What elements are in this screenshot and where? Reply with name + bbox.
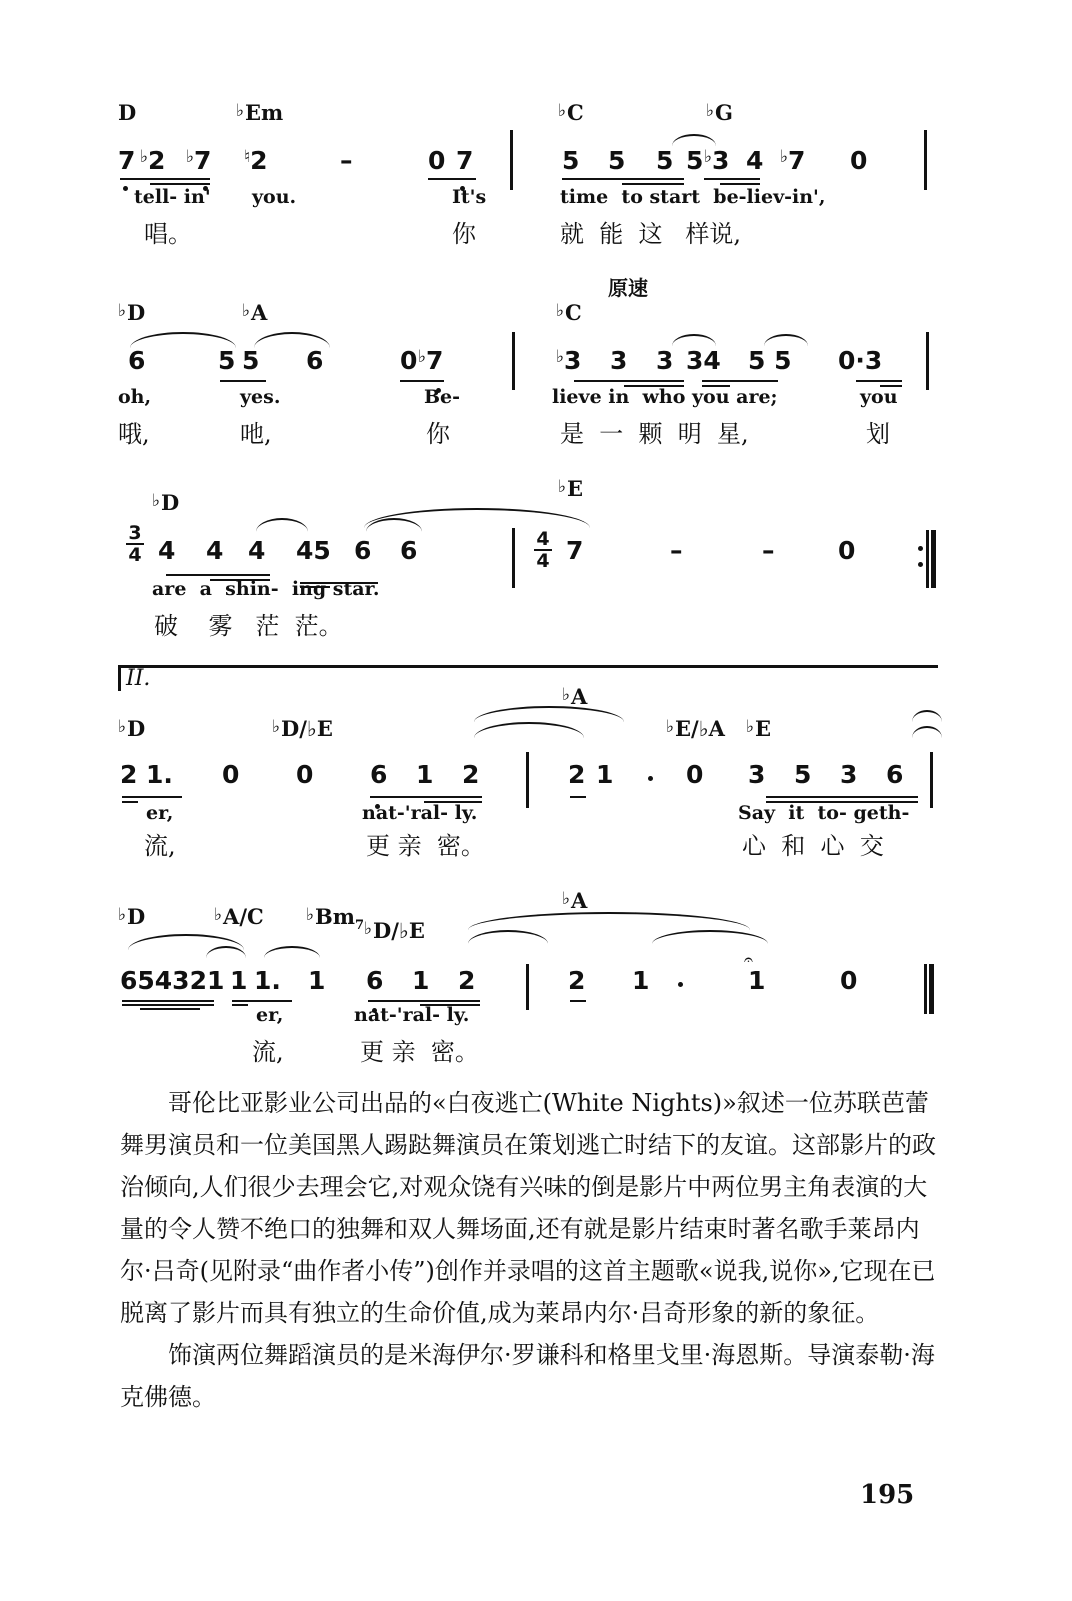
note: 34 (686, 346, 721, 375)
note: 6 (128, 346, 146, 375)
note: 1. (254, 966, 281, 995)
note: 1 (308, 966, 326, 995)
chord-ab-over-c: ♭A/C (214, 904, 264, 929)
note: 2 (462, 760, 480, 789)
note: 0 (296, 760, 314, 789)
note: 5 (656, 146, 674, 175)
lyric-zh: 破 雾 茫 茫。 (154, 612, 343, 640)
note: 3 (610, 346, 628, 375)
note: 2 (568, 966, 586, 995)
tempo-mark: 原速 (608, 276, 648, 300)
lyric-en: lieve in who you are; (552, 386, 778, 408)
chord-eb-minor: ♭Em (236, 100, 284, 125)
note: 5 (562, 146, 580, 175)
note: 2 (120, 760, 138, 789)
chord-db: ♭D (118, 904, 146, 929)
chord-gb: ♭G (706, 100, 733, 125)
chord-eb-over-ab: ♭E/♭A (666, 716, 725, 741)
note: 3 (656, 346, 674, 375)
note: 5 (608, 146, 626, 175)
chord-d: D (118, 100, 137, 125)
note: 45 (296, 536, 331, 565)
note: 6 (354, 536, 372, 565)
lyric-zh: 更 亲 密。 (366, 832, 485, 860)
chord-db: ♭D (152, 490, 180, 515)
note: ♭2 (140, 146, 166, 175)
dash: – (340, 146, 353, 175)
lyric-en: er, (256, 1004, 284, 1026)
note: ♭3 (704, 146, 730, 175)
chord-ab: ♭A (562, 888, 588, 913)
note: 0 (222, 760, 240, 789)
fermata-icon: 𝄐 (744, 950, 753, 969)
note: 1 (632, 966, 650, 995)
note: 3 (748, 760, 766, 789)
lyric-en: yes. (240, 386, 281, 408)
chord-eb: ♭E (746, 716, 772, 741)
note: 6 (306, 346, 324, 375)
note: 5 5 (748, 346, 792, 375)
note: 5 (218, 346, 236, 375)
dash: – (762, 536, 775, 565)
note: ♭7 (186, 146, 212, 175)
note: 654321 (120, 966, 225, 995)
chord-eb: ♭E (558, 476, 584, 501)
note: 4 (206, 536, 224, 565)
note: 1 (596, 760, 614, 789)
lyric-zh: 吔, (240, 420, 272, 448)
note: 3 (840, 760, 858, 789)
lyric-en: It's (452, 186, 487, 208)
note: 1 (748, 966, 766, 995)
note: ♭7 (780, 146, 806, 175)
lyric-en: nat-'ral- ly. (362, 802, 478, 824)
lyric-zh: 哦, (118, 420, 150, 448)
lyric-zh: 划 (866, 420, 890, 448)
note: 4 (158, 536, 176, 565)
lyric-en: you. (252, 186, 297, 208)
lyric-en: Be- (424, 386, 461, 408)
note: 1. (146, 760, 173, 789)
note: 7 (456, 146, 474, 175)
note: 7 (566, 536, 584, 565)
chord-ab: ♭A (242, 300, 268, 325)
lyric-zh: 流, (252, 1038, 284, 1066)
note: 0 (838, 536, 856, 565)
note: 0 (840, 966, 858, 995)
note: 1 (416, 760, 434, 789)
time-signature-4-4: 4 4 (534, 530, 552, 570)
note: 4 (746, 146, 764, 175)
note: 1 (412, 966, 430, 995)
chord-cb: ♭C (558, 100, 584, 125)
note: 0 (686, 760, 704, 789)
chord-db-over-eb: ♭D/♭E (364, 918, 425, 943)
note: ♮2 (244, 146, 268, 175)
lyric-en: tell- in' (134, 186, 211, 208)
note: 6 (886, 760, 904, 789)
lyric-zh: 唱。 (144, 220, 192, 248)
lyric-zh: 流, (144, 832, 176, 860)
volta-label: II. (126, 666, 151, 691)
note: 1 (230, 966, 248, 995)
lyric-en: time to start be-liev-in', (560, 186, 826, 208)
lyric-en: are a shin- ing star. (152, 578, 380, 600)
note: 0 (850, 146, 868, 175)
chord-bbm7: $♭Bm_7$ (306, 904, 365, 934)
lyric-en: you (860, 386, 898, 408)
note: 6 (400, 536, 418, 565)
paragraph: 哥伦比亚影业公司出品的«白夜逃亡(White Nights)»叙述一位苏联芭蕾舞男演员和一位美国黑人踢跶舞演员在策划逃亡时结下的友谊。这部影片的政治倾向,人们很少去理会它,对观众饶有兴味的倒是影片中两位男主角表演的大量的令人赞不绝口的独舞和双人舞场面,还有就是影片结束时著名歌手莱昂内尔·吕奇(见附录“曲作者小传”)创作并录唱的这首主题歌«说我,说你»,它现在已脱离了影片而具有独立的生命价值,成为莱昂内尔·吕奇形象的新的象征。 (120, 1089, 936, 1327)
note: 2 (458, 966, 476, 995)
note: 0 (428, 146, 446, 175)
time-signature-3-4: 3 4 (126, 524, 144, 564)
chord-db: ♭D (118, 716, 146, 741)
commentary-text (120, 1082, 940, 1418)
note: 4 (248, 536, 266, 565)
chord-cb: ♭C (556, 300, 582, 325)
lyric-zh: 更 亲 密。 (360, 1038, 479, 1066)
note: 0·3 (838, 346, 883, 375)
volta-bracket (118, 665, 938, 694)
lyric-en: er, (146, 802, 174, 824)
lyric-en: oh, (118, 386, 152, 408)
note: 5 (686, 146, 704, 175)
lyric-zh: 是 一 颗 明 星, (560, 420, 749, 448)
note: 7 (118, 146, 136, 175)
note: 5 (794, 760, 812, 789)
note: 2 (568, 760, 586, 789)
note: ♭7 (418, 346, 444, 375)
note: 0 (400, 346, 418, 375)
chord-db: ♭D (118, 300, 146, 325)
lyric-zh: 心 和 心 交 (742, 832, 884, 860)
lyric-zh: 你 (452, 220, 476, 248)
note: 5 (242, 346, 260, 375)
lyric-zh: 就 能 这 样说, (560, 220, 742, 248)
lyric-en: nat-'ral- ly. (354, 1004, 470, 1026)
lyric-en: Say it to- geth- (738, 802, 910, 824)
note: 6 (366, 966, 384, 995)
paragraph: 饰演两位舞蹈演员的是米海伊尔·罗谦科和格里戈里·海恩斯。导演泰勒·海克佛德。 (120, 1341, 935, 1411)
lyric-zh: 你 (426, 420, 450, 448)
note: ♭3 (556, 346, 582, 375)
dash: – (670, 536, 683, 565)
chord-db-over-eb: ♭D/♭E (272, 716, 333, 741)
page-number: 195 (860, 1480, 915, 1510)
chord-ab: ♭A (562, 684, 588, 709)
note: 6 (370, 760, 388, 789)
